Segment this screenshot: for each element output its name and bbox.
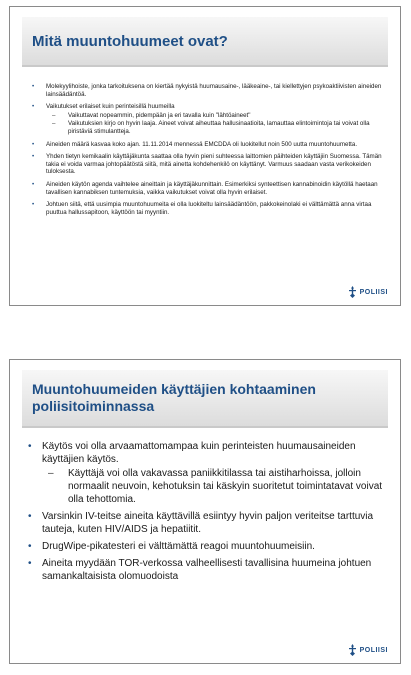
slide-1 [9, 6, 401, 306]
police-emblem-icon [348, 644, 357, 656]
sub-bullet-list [46, 112, 386, 136]
slide-2-title: Muuntohuumeiden käyttäjien kohtaaminen poliisitoiminnassa [32, 381, 316, 414]
bullet-item: • Aineiden käytön agenda vaihtelee aineittain ja käyttäjäkunnittain. Esimerkiksi synteettisen kannabinoidin käytöllä haetaan tavallisen kannabiksen tuntemuksia, vaikka vaikutukset voivat olla hyvin erilaiset. [32, 181, 386, 196]
logo-text: POLIISI [359, 288, 388, 296]
bullet-item: • Käytös voi olla arvaamattomampaa kuin perinteisten huumausaineiden käyttäjien käytös. – Käyttäjä voi olla vakavassa paniikkitilassa tai aistiharhoissa, jolloin normaalit neuvoin, kehotuksin tai käskyin suoritetut toimintatavat voivat olla tehottomia. [28, 440, 386, 506]
slide-1-title: Mitä muuntohuumeet ovat? [32, 32, 228, 50]
sub-bullet-item: – Vaikuttavat nopeammin, pidempään ja eri tavalla kuin "lähtöaineet" [46, 112, 386, 120]
bullet-item: • Yhden tietyn kemikaalin käyttäjäkunta saattaa olla hyvin pieni suhteessa laittomien päihteiden käyttäjiin Suomessa. Tämän takia ei voida varmaa johtopäätöstä siitä, mitä ainetta kohdehenkilö on käyttänyt. Varmuus saadaan vasta verikokeiden tuloksesta. [32, 153, 386, 176]
sub-bullet-item: – Vaikutuksien kirjo on hyvin laaja. Aineet voivat aiheuttaa hallusinaatioita, lamauttaa elintoimintoja tai voivat olla piristäviä stimulantteja. [46, 120, 386, 135]
bullet-item: • Varsinkin IV-teitse aineita käyttävillä esiintyy hyvin paljon veriteitse tarttuvia tauteja, kuten HIV/AIDS ja hepatiitit. [28, 510, 386, 536]
sub-bullet-item: – Käyttäjä voi olla vakavassa paniikkitilassa tai aistiharhoissa, jolloin normaalit neuvoin, kehotuksin tai käskyin suoritetut toimintatavat voivat olla tehottomia. [42, 467, 386, 506]
bullet-item: • Aineita myydään TOR-verkossa valheellisesti tavallisina huumeina johtuen samankaltaisista olomuodoista [28, 557, 386, 583]
bullet-item: • Molekyylihoiste, jonka tarkoituksena on kiertää nykyistä huumausaine-, lääkeaine-, tai kiellettyjen psykoaktiivisten aineiden lainsäädäntöä. [32, 83, 386, 98]
bullet-item: • Vaikutukset erilaiset kuin perinteisillä huumeilla – Vaikuttavat nopeammin, pidempään ja eri tavalla kuin "lähtöaineet" – Vaikutuksien kirjo on hyvin laaja. Aineet voivat aiheuttaa hallusinaatioita, lamauttaa elintoimintoja tai voivat olla piristäviä stimulantteja. [32, 103, 386, 135]
slide-2-bullet-list [28, 440, 386, 587]
bullet-item: • Aineiden määrä kasvaa koko ajan. 11.11.2014 mennessä EMCDDA oli luokitellut noin 500 uutta muuntohuumetta. [32, 141, 386, 149]
poliisi-logo [348, 286, 388, 298]
bullet-item: • DrugWipe-pikatesteri ei välttämättä reagoi muuntohuumeisiin. [28, 540, 386, 553]
sub-bullet-list [42, 467, 386, 506]
bullet-item: • Johtuen siitä, että uusimpia muuntohuumeita ei olla luokiteltu lainsäädäntöön, pakkokeinolaki ei välttämättä anna virtaa puuttua hallussapitoon, käyttöön tai myyntiin. [32, 201, 386, 216]
slide-2-title-bar [22, 370, 388, 428]
slide-2 [9, 359, 401, 664]
logo-text: POLIISI [359, 646, 388, 654]
poliisi-logo [348, 644, 388, 656]
slide-1-title-bar [22, 17, 388, 67]
slide-1-bullet-list [32, 83, 386, 221]
police-emblem-icon [348, 286, 357, 298]
